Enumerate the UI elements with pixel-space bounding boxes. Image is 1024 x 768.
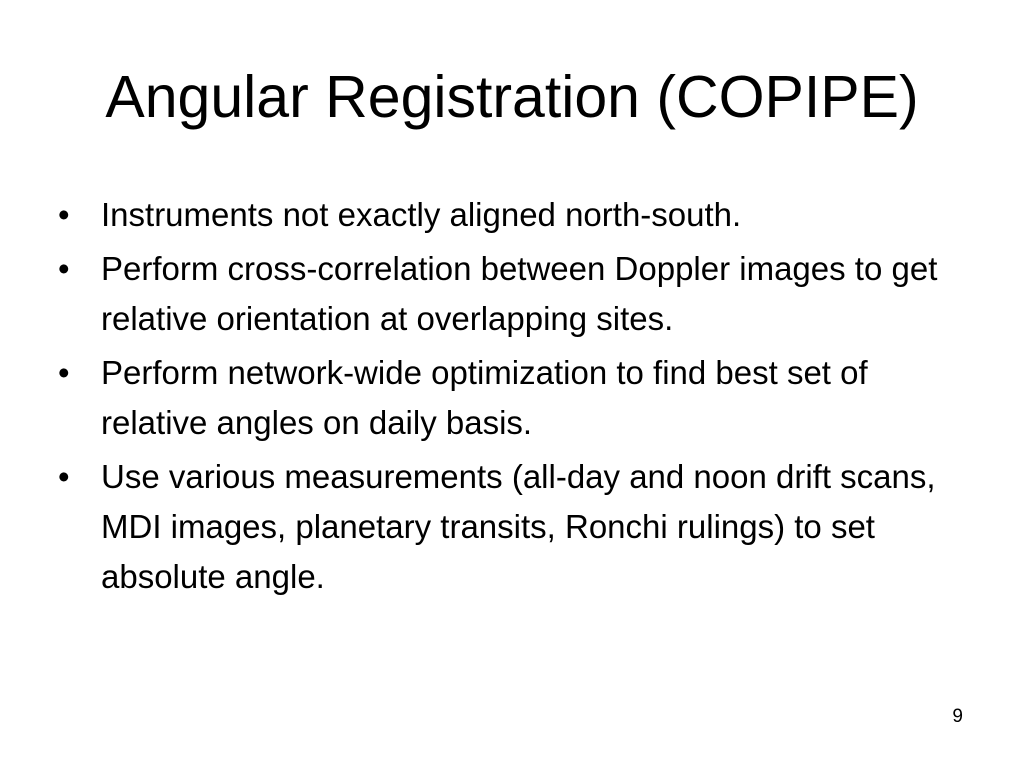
bullet-item xyxy=(58,348,958,448)
bullet-text: Use various measurements (all-day and noon drift scans, MDI images, planetary transits, Ronchi rulings) to set absolute angle. xyxy=(101,458,936,595)
bullet-item xyxy=(58,452,958,602)
bullet-icon: • xyxy=(58,354,70,391)
bullet-icon: • xyxy=(58,196,70,233)
bullet-text: Perform cross-correlation between Doppler images to get relative orientation at overlapping sites. xyxy=(101,250,938,337)
bullet-icon: • xyxy=(58,250,70,287)
bullet-text: Instruments not exactly aligned north-south. xyxy=(101,196,742,233)
bullet-item xyxy=(58,244,958,344)
bullet-text: Perform network-wide optimization to find best set of relative angles on daily basis. xyxy=(101,354,868,441)
page-number: 9 xyxy=(952,706,963,727)
bullet-list xyxy=(58,190,958,606)
bullet-item xyxy=(58,190,958,240)
bullet-icon: • xyxy=(58,458,70,495)
slide-title: Angular Registration (COPIPE) xyxy=(105,64,919,130)
